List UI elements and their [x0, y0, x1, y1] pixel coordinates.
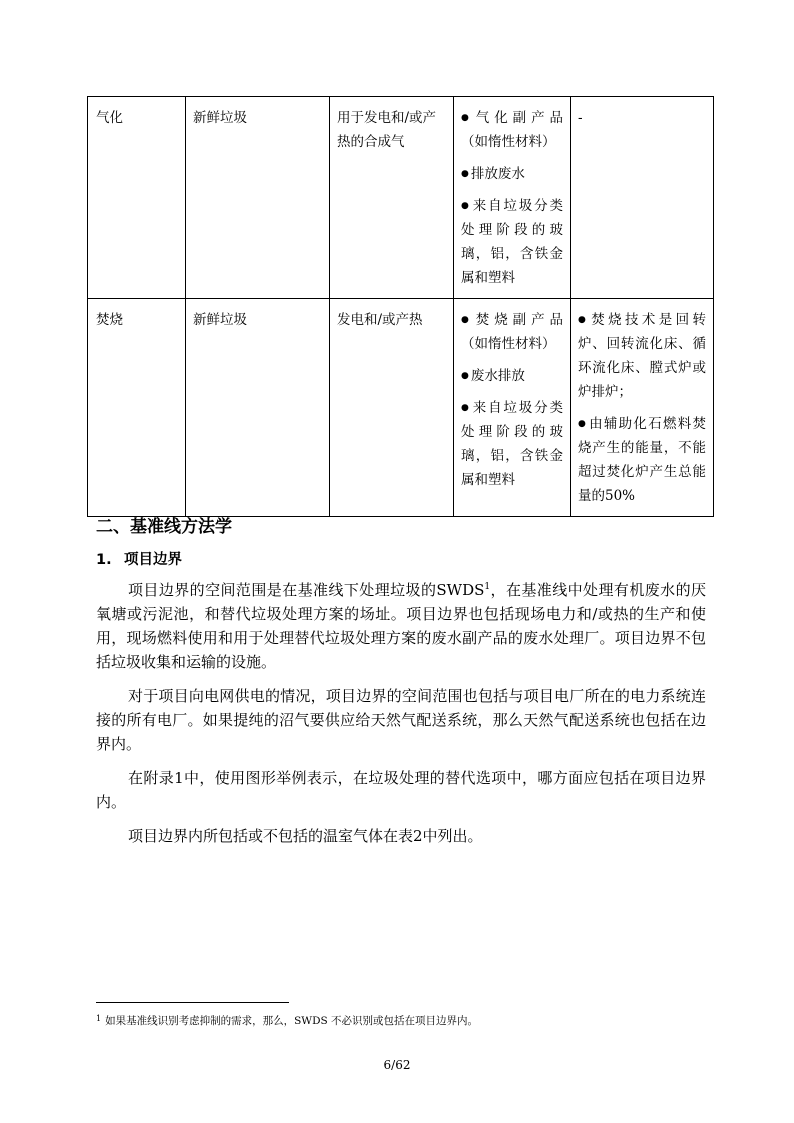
- subsection-title: 项目边界: [124, 552, 182, 568]
- table-row: [88, 299, 714, 517]
- subsection-heading: [96, 549, 182, 571]
- paragraph-4: 项目边界内所包括或不包括的温室气体在表2中列出。: [128, 827, 483, 845]
- list-item: ● 废水排放: [461, 368, 525, 384]
- cell-notes-list: [578, 106, 706, 130]
- list-item: ● 来自垃圾分类处理阶段的玻璃，铝，含铁金属和塑料: [461, 198, 564, 286]
- subsection-number: 1.: [96, 552, 112, 568]
- footnote-text: 如果基准线识别考虑抑制的需求，那么，SWDS 不必识别或包括在项目边界内。: [105, 1015, 479, 1027]
- footnote-reference[interactable]: 1: [484, 582, 491, 592]
- cell-waste: 新鲜垃圾: [186, 97, 330, 299]
- bullet-icon: ●: [461, 371, 469, 381]
- bullet-icon: ●: [578, 315, 590, 325]
- cell-notes-list: [578, 308, 706, 508]
- cell-byproducts-list: [461, 106, 563, 290]
- list-item: ● 气化副产品（如惰性材料）: [461, 110, 563, 150]
- table-row: [88, 97, 714, 299]
- cell-product: 用于发电和/或产热的合成气: [330, 97, 454, 299]
- bullet-icon: ●: [461, 201, 471, 211]
- cell-product: 发电和/或产热: [330, 299, 454, 517]
- bullet-icon: ●: [578, 419, 588, 429]
- list-item: ● 焚烧副产品（如惰性材料）: [461, 312, 563, 352]
- footnote: [96, 1011, 478, 1029]
- cell-method: 气化: [88, 97, 186, 299]
- cell-notes: [571, 97, 714, 299]
- list-item: ● 来自垃圾分类处理阶段的玻璃，铝，含铁金属和塑料: [461, 400, 564, 488]
- cell-notes: [571, 299, 714, 517]
- cell-byproducts: [454, 299, 571, 517]
- bullet-icon: ●: [461, 169, 469, 179]
- section-heading: 二、基准线方法学: [96, 517, 232, 537]
- footnote-separator: [96, 1002, 289, 1003]
- page-number: 6/62: [383, 1058, 411, 1072]
- cell-method: 焚烧: [88, 299, 186, 517]
- paragraph-3: 在附录1中，使用图形举例表示，在垃圾处理的替代选项中，哪方面应包括在项目边界内。: [96, 769, 706, 811]
- footnote-mark: 1: [96, 1014, 102, 1023]
- paragraph-2: 对于项目向电网供电的情况，项目边界的空间范围也包括与项目电厂所在的电力系统连接的所有电厂。如果提纯的沼气要供应给天然气配送系统，那么天然气配送系统也包括在边界内。: [96, 687, 706, 753]
- bullet-icon: ●: [461, 315, 474, 325]
- cell-byproducts-list: [461, 308, 563, 492]
- body-text: [96, 578, 706, 858]
- bullet-icon: ●: [461, 403, 471, 413]
- list-item: ● 焚烧技术是回转炉、回转流化床、循环流化床、膛式炉或炉排炉；: [578, 312, 706, 400]
- cell-waste: 新鲜垃圾: [186, 299, 330, 517]
- paragraph-1: 项目边界的空间范围是在基准线下处理垃圾的SWDS$^1$，在基准线中处理有机废水的厌氧塘或污泥池，和替代垃圾处理方案的场址。项目边界也包括现场电力和/或热的生产和使用，现场燃料使用和用于处理替代垃圾处理方案的废水副产品的废水处理厂。项目边界不包括垃圾收集和运输的设施。: [96, 581, 706, 671]
- treatment-options-table: [87, 96, 714, 517]
- list-item: ● 排放废水: [461, 166, 525, 182]
- list-item: -: [578, 110, 583, 126]
- bullet-icon: ●: [461, 113, 474, 123]
- cell-byproducts: [454, 97, 571, 299]
- list-item: ● 由辅助化石燃料焚烧产生的能量，不能超过焚化炉产生总能量的50%: [578, 416, 706, 504]
